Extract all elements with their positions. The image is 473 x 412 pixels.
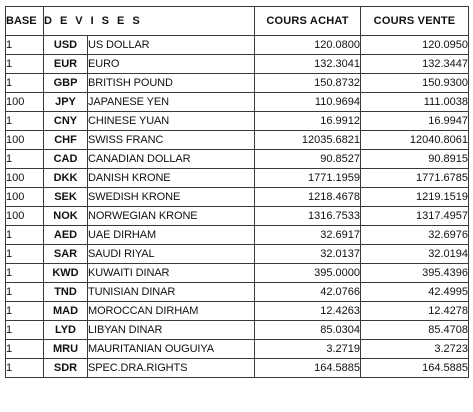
table-row bbox=[6, 93, 469, 112]
base-cell: 1 bbox=[6, 150, 44, 169]
currency-name: SWISS FRANC bbox=[88, 131, 255, 150]
base-cell: 1 bbox=[6, 245, 44, 264]
sell-rate: 32.0194 bbox=[361, 245, 469, 264]
buy-rate: 150.8732 bbox=[255, 74, 361, 93]
table-row bbox=[6, 112, 469, 131]
currency-code: LYD bbox=[44, 321, 88, 340]
sell-rate: 1771.6785 bbox=[361, 169, 469, 188]
buy-rate: 42.0766 bbox=[255, 283, 361, 302]
table-header bbox=[6, 7, 469, 36]
currency-code: EUR bbox=[44, 55, 88, 74]
header-row bbox=[6, 7, 469, 36]
sell-rate: 42.4995 bbox=[361, 283, 469, 302]
currency-code: JPY bbox=[44, 93, 88, 112]
buy-rate: 132.3041 bbox=[255, 55, 361, 74]
table-row bbox=[6, 302, 469, 321]
table-row bbox=[6, 264, 469, 283]
buy-rate: 90.8527 bbox=[255, 150, 361, 169]
table-row bbox=[6, 283, 469, 302]
currency-code: TND bbox=[44, 283, 88, 302]
header-base: BASE bbox=[6, 7, 44, 36]
base-cell: 1 bbox=[6, 340, 44, 359]
header-devises: DEVISES bbox=[44, 7, 255, 36]
buy-rate: 85.0304 bbox=[255, 321, 361, 340]
currency-code: KWD bbox=[44, 264, 88, 283]
buy-rate: 32.0137 bbox=[255, 245, 361, 264]
buy-rate: 12.4263 bbox=[255, 302, 361, 321]
currency-code: CAD bbox=[44, 150, 88, 169]
currency-code: SDR bbox=[44, 359, 88, 378]
currency-code: MRU bbox=[44, 340, 88, 359]
table-row bbox=[6, 226, 469, 245]
table-row bbox=[6, 55, 469, 74]
buy-rate: 110.9694 bbox=[255, 93, 361, 112]
table-row bbox=[6, 150, 469, 169]
currency-name: KUWAITI DINAR bbox=[88, 264, 255, 283]
table-row bbox=[6, 207, 469, 226]
currency-code: SAR bbox=[44, 245, 88, 264]
currency-code: SEK bbox=[44, 188, 88, 207]
currency-name: UAE DIRHAM bbox=[88, 226, 255, 245]
base-cell: 1 bbox=[6, 264, 44, 283]
sell-rate: 12.4278 bbox=[361, 302, 469, 321]
currency-name: MOROCCAN DIRHAM bbox=[88, 302, 255, 321]
table-body bbox=[6, 36, 469, 378]
sell-rate: 395.4396 bbox=[361, 264, 469, 283]
table-row bbox=[6, 169, 469, 188]
table-row bbox=[6, 188, 469, 207]
currency-name: SPEC.DRA.RIGHTS bbox=[88, 359, 255, 378]
sell-rate: 90.8915 bbox=[361, 150, 469, 169]
currency-name: US DOLLAR bbox=[88, 36, 255, 55]
buy-rate: 1218.4678 bbox=[255, 188, 361, 207]
currency-name: MAURITANIAN OUGUIYA bbox=[88, 340, 255, 359]
currency-code: USD bbox=[44, 36, 88, 55]
buy-rate: 16.9912 bbox=[255, 112, 361, 131]
sell-rate: 12040.8061 bbox=[361, 131, 469, 150]
currency-code: MAD bbox=[44, 302, 88, 321]
currency-name: LIBYAN DINAR bbox=[88, 321, 255, 340]
currency-code: GBP bbox=[44, 74, 88, 93]
currency-code: NOK bbox=[44, 207, 88, 226]
buy-rate: 395.0000 bbox=[255, 264, 361, 283]
sell-rate: 164.5885 bbox=[361, 359, 469, 378]
buy-rate: 12035.6821 bbox=[255, 131, 361, 150]
sell-rate: 16.9947 bbox=[361, 112, 469, 131]
header-cours-vente: COURS VENTE bbox=[361, 7, 469, 36]
currency-name: JAPANESE YEN bbox=[88, 93, 255, 112]
table-row bbox=[6, 131, 469, 150]
exchange-rate-sheet bbox=[5, 6, 468, 410]
base-cell: 100 bbox=[6, 188, 44, 207]
buy-rate: 120.0800 bbox=[255, 36, 361, 55]
currency-code: AED bbox=[44, 226, 88, 245]
currency-code: CNY bbox=[44, 112, 88, 131]
currency-name: DANISH KRONE bbox=[88, 169, 255, 188]
buy-rate: 1316.7533 bbox=[255, 207, 361, 226]
currency-code: CHF bbox=[44, 131, 88, 150]
base-cell: 100 bbox=[6, 131, 44, 150]
base-cell: 100 bbox=[6, 93, 44, 112]
table-row bbox=[6, 36, 469, 55]
base-cell: 1 bbox=[6, 359, 44, 378]
currency-name: EURO bbox=[88, 55, 255, 74]
sell-rate: 120.0950 bbox=[361, 36, 469, 55]
currency-name: CHINESE YUAN bbox=[88, 112, 255, 131]
currency-name: SAUDI RIYAL bbox=[88, 245, 255, 264]
table-row bbox=[6, 340, 469, 359]
base-cell: 1 bbox=[6, 302, 44, 321]
base-cell: 1 bbox=[6, 283, 44, 302]
table-row bbox=[6, 359, 469, 378]
currency-name: BRITISH POUND bbox=[88, 74, 255, 93]
currency-name: TUNISIAN DINAR bbox=[88, 283, 255, 302]
table-row bbox=[6, 245, 469, 264]
sell-rate: 111.0038 bbox=[361, 93, 469, 112]
base-cell: 1 bbox=[6, 226, 44, 245]
sell-rate: 85.4708 bbox=[361, 321, 469, 340]
sell-rate: 150.9300 bbox=[361, 74, 469, 93]
sell-rate: 132.3447 bbox=[361, 55, 469, 74]
sell-rate: 32.6976 bbox=[361, 226, 469, 245]
table-row bbox=[6, 74, 469, 93]
base-cell: 100 bbox=[6, 169, 44, 188]
base-cell: 100 bbox=[6, 207, 44, 226]
buy-rate: 1771.1959 bbox=[255, 169, 361, 188]
base-cell: 1 bbox=[6, 321, 44, 340]
sell-rate: 1317.4957 bbox=[361, 207, 469, 226]
table-row bbox=[6, 321, 469, 340]
buy-rate: 164.5885 bbox=[255, 359, 361, 378]
base-cell: 1 bbox=[6, 74, 44, 93]
buy-rate: 32.6917 bbox=[255, 226, 361, 245]
currency-name: CANADIAN DOLLAR bbox=[88, 150, 255, 169]
currency-name: NORWEGIAN KRONE bbox=[88, 207, 255, 226]
currency-code: DKK bbox=[44, 169, 88, 188]
currency-name: SWEDISH KRONE bbox=[88, 188, 255, 207]
base-cell: 1 bbox=[6, 112, 44, 131]
sell-rate: 1219.1519 bbox=[361, 188, 469, 207]
base-cell: 1 bbox=[6, 36, 44, 55]
buy-rate: 3.2719 bbox=[255, 340, 361, 359]
header-cours-achat: COURS ACHAT bbox=[255, 7, 361, 36]
base-cell: 1 bbox=[6, 55, 44, 74]
sell-rate: 3.2723 bbox=[361, 340, 469, 359]
exchange-rate-table bbox=[5, 6, 469, 378]
